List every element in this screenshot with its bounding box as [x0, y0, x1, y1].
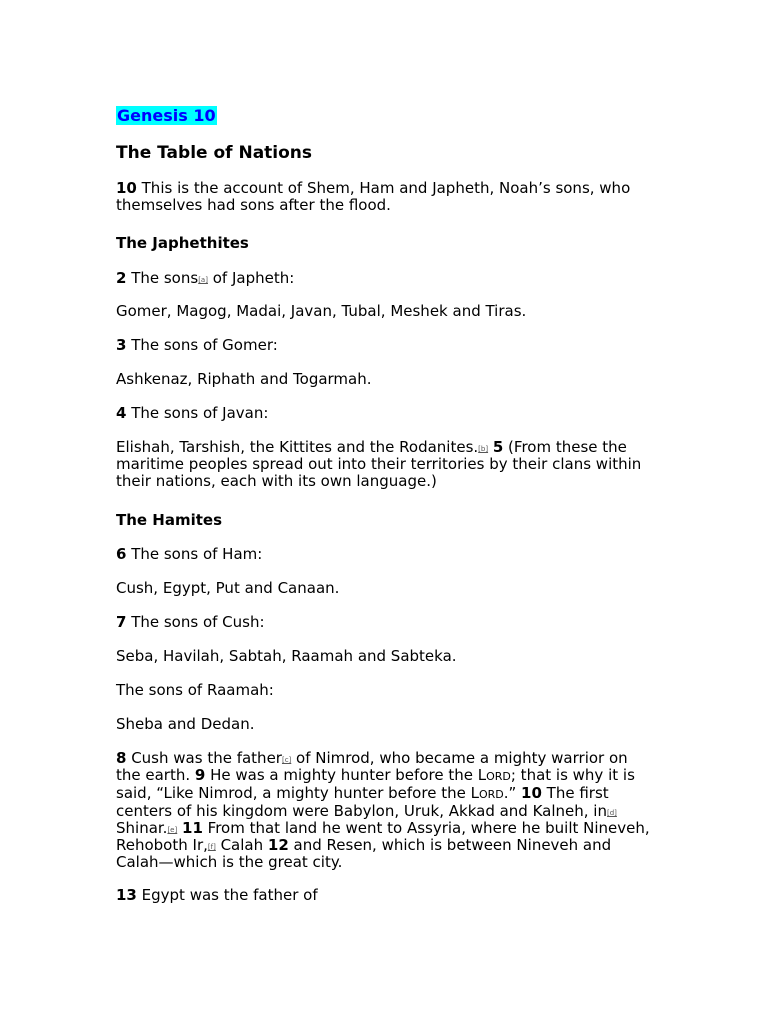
footnote-link[interactable]: [a]	[198, 276, 208, 284]
list-paragraph: Sheba and Dedan.	[116, 715, 255, 733]
verse-text: From that land he went to Assyria, where he built Nineveh, Rehoboth Ir,	[116, 819, 650, 854]
verse-text: (From these the maritime peoples spread out into their territories by their clans within their nations, each with its own language.)	[116, 438, 642, 490]
verse-number: 5	[492, 438, 504, 456]
list-paragraph: Gomer, Magog, Madai, Javan, Tubal, Meshek and Tiras.	[116, 302, 527, 320]
footnote-link[interactable]: [f]	[207, 843, 216, 851]
verse-number: 11	[182, 819, 203, 837]
verse-text: The sons	[126, 269, 199, 287]
verse-text: Egypt was the father of	[136, 886, 318, 904]
list-text: Elishah, Tarshish, the Kittites and the Rodanites.	[116, 438, 479, 456]
verse-number: 8	[116, 749, 127, 767]
verse-text: The sons of Gomer:	[126, 336, 278, 354]
list-paragraph: Ashkenaz, Riphath and Togarmah.	[116, 370, 372, 388]
verse-text: He was a mighty hunter before the L	[205, 766, 487, 784]
verse-paragraph	[116, 750, 656, 871]
verse-number: 4	[116, 404, 127, 422]
text-paragraph: The sons of Raamah:	[116, 681, 274, 699]
verse-paragraph	[116, 614, 656, 631]
list-paragraph: Seba, Havilah, Sabtah, Raamah and Sabteka.	[116, 647, 457, 665]
verse-text: Calah	[215, 836, 268, 854]
footnote-link[interactable]: [c]	[281, 756, 292, 764]
footnote-link[interactable]: [b]	[478, 445, 489, 453]
verse-number: 3	[116, 336, 127, 354]
lord-small-caps: ORD	[478, 788, 504, 801]
verse-text: of Japheth:	[207, 269, 295, 287]
verse-number: 6	[116, 545, 127, 563]
verse-text: Shinar.	[116, 819, 168, 837]
subheading-japhethites: The Japhethites	[116, 234, 249, 252]
verse-paragraph	[116, 337, 656, 354]
verse-number: 10	[521, 784, 542, 802]
footnote-link[interactable]: [d]	[607, 809, 617, 817]
verse-paragraph	[116, 405, 656, 422]
verse-number: 10	[116, 179, 137, 197]
verse-text: The first centers of his kingdom were Babylon, Uruk, Akkad and Kalneh, in	[116, 784, 609, 820]
verse-number: 12	[267, 836, 289, 854]
verse-paragraph	[116, 180, 656, 214]
verse-text: The sons of Ham:	[126, 545, 263, 563]
chapter-heading: Genesis 10	[117, 106, 216, 125]
verse-text: and Resen, which is between Nineveh and Calah—which is the great city.	[116, 836, 612, 871]
verse-paragraph	[116, 546, 656, 563]
verse-number: 7	[116, 613, 127, 631]
lord-small-caps: ORD	[486, 770, 511, 783]
verse-text: of Nimrod, who became a mighty warrior on the earth.	[116, 749, 628, 784]
footnote-link[interactable]: [e]	[167, 826, 178, 834]
section-title: The Table of Nations	[116, 143, 313, 163]
list-paragraph: Cush, Egypt, Put and Canaan.	[116, 579, 340, 597]
verse-number: 9	[194, 766, 206, 784]
verse-text: The sons of Cush:	[126, 613, 265, 631]
verse-text: The sons of Javan:	[126, 404, 269, 422]
verse-number: 13	[116, 886, 137, 904]
verse-paragraph	[116, 439, 656, 490]
verse-text: Cush was the father	[126, 749, 282, 767]
subheading-hamites: The Hamites	[116, 511, 223, 529]
chapter-heading-line	[116, 106, 656, 126]
verse-number: 2	[116, 269, 127, 287]
verse-text: This is the account of Shem, Ham and Japheth, Noah’s sons, who themselves had sons after the flood.	[116, 179, 631, 214]
verse-text: ; that is why it is said, “Like Nimrod, a mighty hunter before the L	[116, 766, 635, 802]
verse-paragraph	[116, 270, 656, 287]
verse-paragraph	[116, 887, 656, 904]
verse-text: .”	[503, 784, 522, 802]
